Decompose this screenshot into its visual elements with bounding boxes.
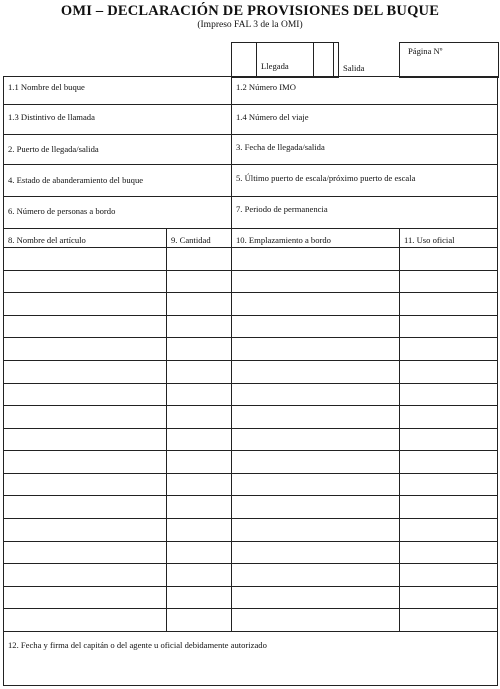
header-cantidad: 9. Cantidad bbox=[171, 235, 211, 245]
row-divider bbox=[3, 164, 497, 165]
puerto-llegada-field[interactable]: 2. Puerto de llegada/salida bbox=[8, 144, 99, 154]
table-row[interactable] bbox=[3, 495, 497, 496]
row-divider bbox=[3, 228, 497, 229]
table-row[interactable] bbox=[3, 360, 497, 361]
table-row[interactable] bbox=[3, 337, 497, 338]
table-row[interactable] bbox=[3, 315, 497, 316]
numero-viaje-field[interactable]: 1.4 Número del viaje bbox=[236, 112, 309, 122]
llegada-label: Llegada bbox=[261, 61, 289, 71]
row-divider bbox=[3, 134, 497, 135]
numero-personas-field[interactable]: 6. Número de personas a bordo bbox=[8, 206, 116, 216]
firma-capitan-field[interactable]: 12. Fecha y firma del capitán o del agente u oficial debidamente autorizado bbox=[8, 640, 267, 650]
estado-abanderamiento-field[interactable]: 4. Estado de abanderamiento del buque bbox=[8, 175, 144, 185]
table-row[interactable] bbox=[3, 608, 497, 609]
table-row[interactable] bbox=[3, 563, 497, 564]
form-subtitle: (Impreso FAL 3 de la OMI) bbox=[197, 20, 303, 30]
column-divider bbox=[231, 228, 232, 631]
table-row[interactable] bbox=[3, 473, 497, 474]
pagina-label: Página Nº bbox=[408, 46, 443, 56]
table-header-divider bbox=[3, 247, 497, 248]
table-row[interactable] bbox=[3, 270, 497, 271]
salida-tick-box[interactable] bbox=[313, 42, 339, 78]
table-row[interactable] bbox=[3, 292, 497, 293]
form-frame bbox=[3, 76, 498, 686]
ultimo-puerto-field[interactable]: 5. Último puerto de escala/próximo puerto de escala bbox=[236, 173, 416, 183]
table-row[interactable] bbox=[3, 383, 497, 384]
table-row[interactable] bbox=[3, 541, 497, 542]
periodo-permanencia-field[interactable]: 7. Periodo de permanencia bbox=[236, 204, 328, 214]
table-row[interactable] bbox=[3, 428, 497, 429]
table-row[interactable] bbox=[3, 450, 497, 451]
salida-label: Salida bbox=[343, 63, 365, 73]
column-divider bbox=[399, 228, 400, 631]
nombre-buque-field[interactable]: 1.1 Nombre del buque bbox=[8, 82, 85, 92]
table-row[interactable] bbox=[3, 518, 497, 519]
table-row[interactable] bbox=[3, 586, 497, 587]
form-title: OMI – DECLARACIÓN DE PROVISIONES DEL BUQUE bbox=[60, 3, 440, 19]
row-divider bbox=[3, 104, 497, 105]
center-divider bbox=[231, 76, 232, 247]
row-divider bbox=[3, 196, 497, 197]
table-row[interactable] bbox=[3, 405, 497, 406]
numero-imo-field[interactable]: 1.2 Número IMO bbox=[236, 82, 296, 92]
llegada-tick-box[interactable] bbox=[231, 42, 257, 78]
fecha-llegada-field[interactable]: 3. Fecha de llegada/salida bbox=[236, 142, 325, 152]
header-nombre-articulo: 8. Nombre del artículo bbox=[8, 235, 86, 245]
header-uso-oficial: 11. Uso oficial bbox=[404, 235, 455, 245]
column-divider bbox=[166, 228, 167, 631]
signature-divider bbox=[3, 631, 497, 632]
distintivo-llamada-field[interactable]: 1.3 Distintivo de llamada bbox=[8, 112, 95, 122]
header-emplazamiento: 10. Emplazamiento a bordo bbox=[236, 235, 331, 245]
